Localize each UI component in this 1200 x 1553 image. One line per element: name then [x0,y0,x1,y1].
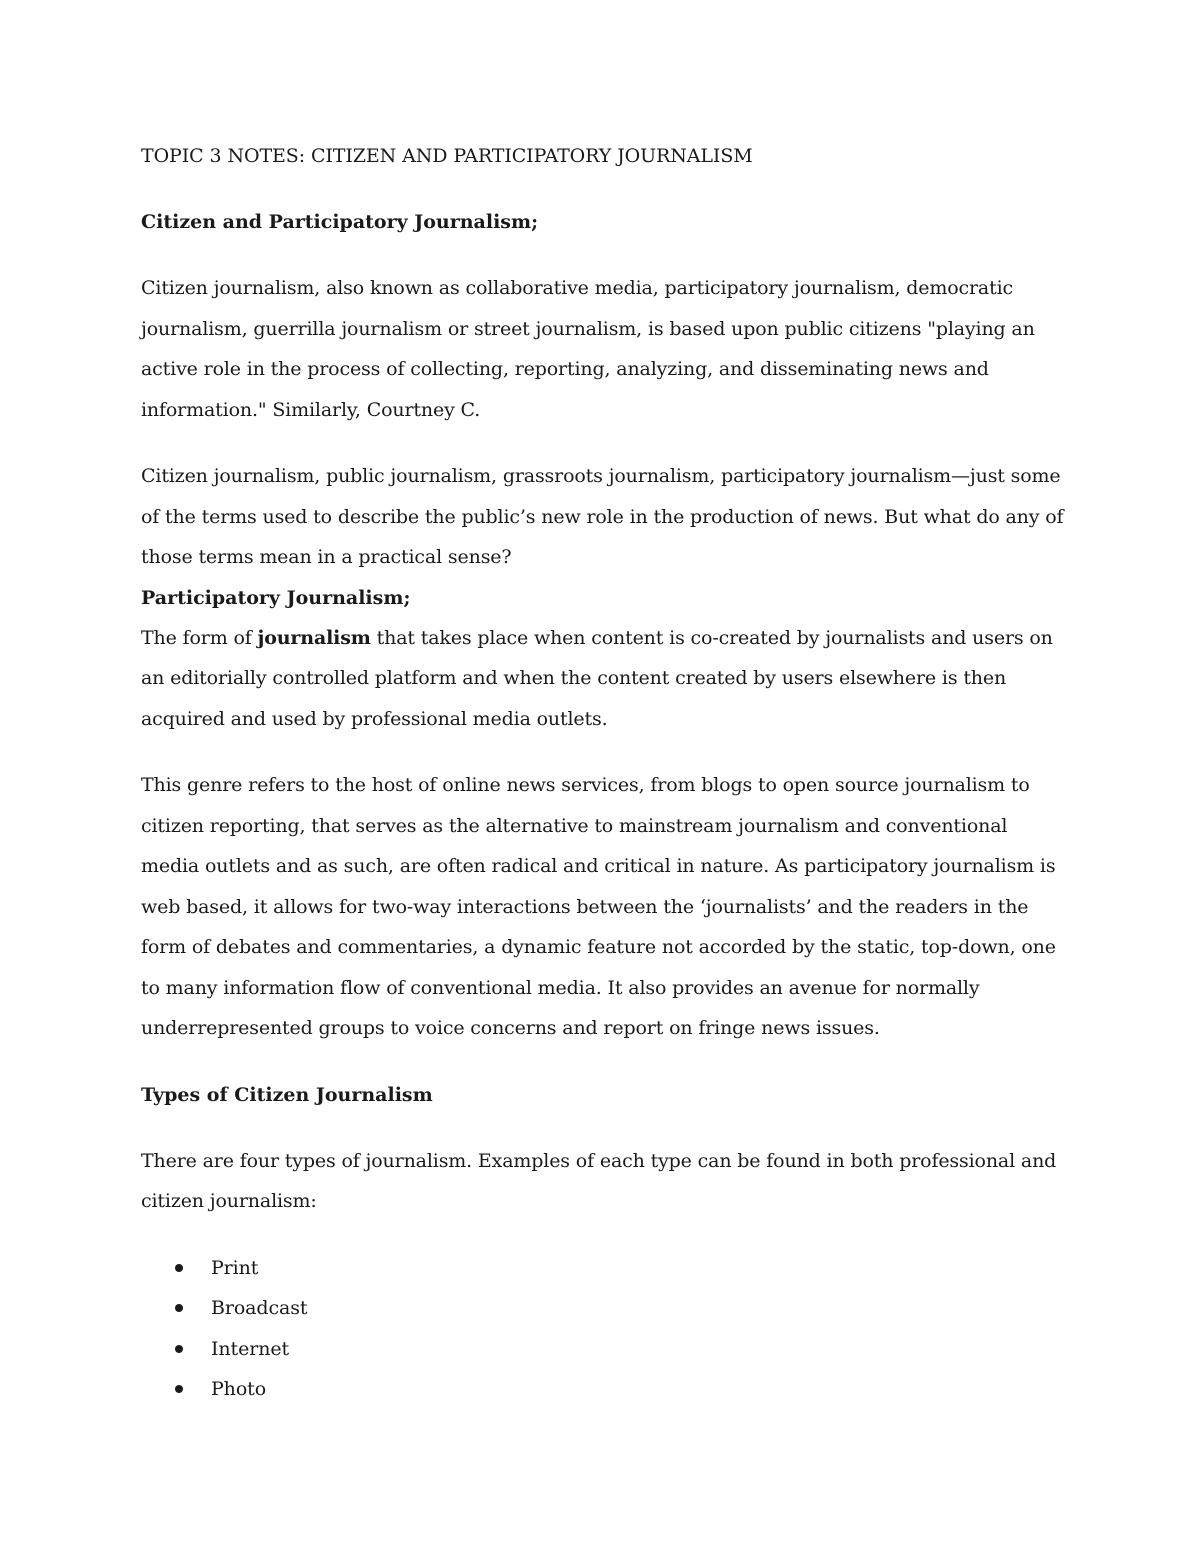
paragraph-four-types: There are four types of journalism. Examples of each type can be found in both professional and citizen journalism: [141,1149,1057,1212]
list-item [211,1248,1071,1289]
list-item-label: Broadcast [211,1297,308,1319]
list-item-label: Print [211,1256,259,1279]
document-title: TOPIC 3 NOTES: CITIZEN AND PARTICIPATORY JOURNALISM [141,145,753,167]
document-body [141,136,1071,1410]
list-item [211,1329,1071,1370]
list-item-label: Photo [211,1378,267,1400]
paragraph-participatory-text-start: The form of [141,626,258,649]
bullet-icon [175,1304,183,1312]
paragraph-genre: This genre refers to the host of online news services, from blogs to open source journalism to citizen reporting, that serves as the alternative to mainstream journalism and conventional media outlets and as such, are often radical and critical in nature. As participatory journalism is web based, it allows for two-way interactions between the ‘journalists’ and the readers in the form of debates and commentaries, a dynamic feature not accorded by the static, top-down, one to many information flow of conventional media. It also provides an avenue for normally underrepresented groups to voice concerns and report on fringe news issues. [141,774,1056,1039]
list-item [211,1369,1071,1410]
section-heading-types: Types of Citizen Journalism [141,1083,433,1106]
paragraph-participatory-definition [141,618,1071,740]
bullet-icon [175,1264,183,1272]
bullet-icon [175,1385,183,1393]
list-item-label: Internet [211,1337,290,1360]
paragraph-citizen-journalism-definition: Citizen journalism, also known as collaborative media, participatory journalism, democratic journalism, guerrilla journalism or street journalism, is based upon public citizens "playing an active role in the process of collecting, reporting, analyzing, and disseminating news and information." Similarly, Courtney C. [141,277,1035,421]
paragraph-participatory-text-end: that takes place when content is co-created by journalists and users on an editorially controlled platform and when the content created by users elsewhere is then acquired and used by professional media outlets. [141,626,1053,730]
section-heading-participatory: Participatory Journalism; [141,586,411,609]
list-item [211,1288,1071,1329]
types-list [141,1248,1071,1410]
bullet-icon [175,1345,183,1353]
paragraph-terms: Citizen journalism, public journalism, grassroots journalism, participatory journalism—just some of the terms used to describe the public’s new role in the production of news. But what do any of those terms mean in a practical sense? [141,465,1064,568]
bold-term-journalism: journalism [257,626,371,649]
section-heading-citizen-participatory: Citizen and Participatory Journalism; [141,211,539,233]
